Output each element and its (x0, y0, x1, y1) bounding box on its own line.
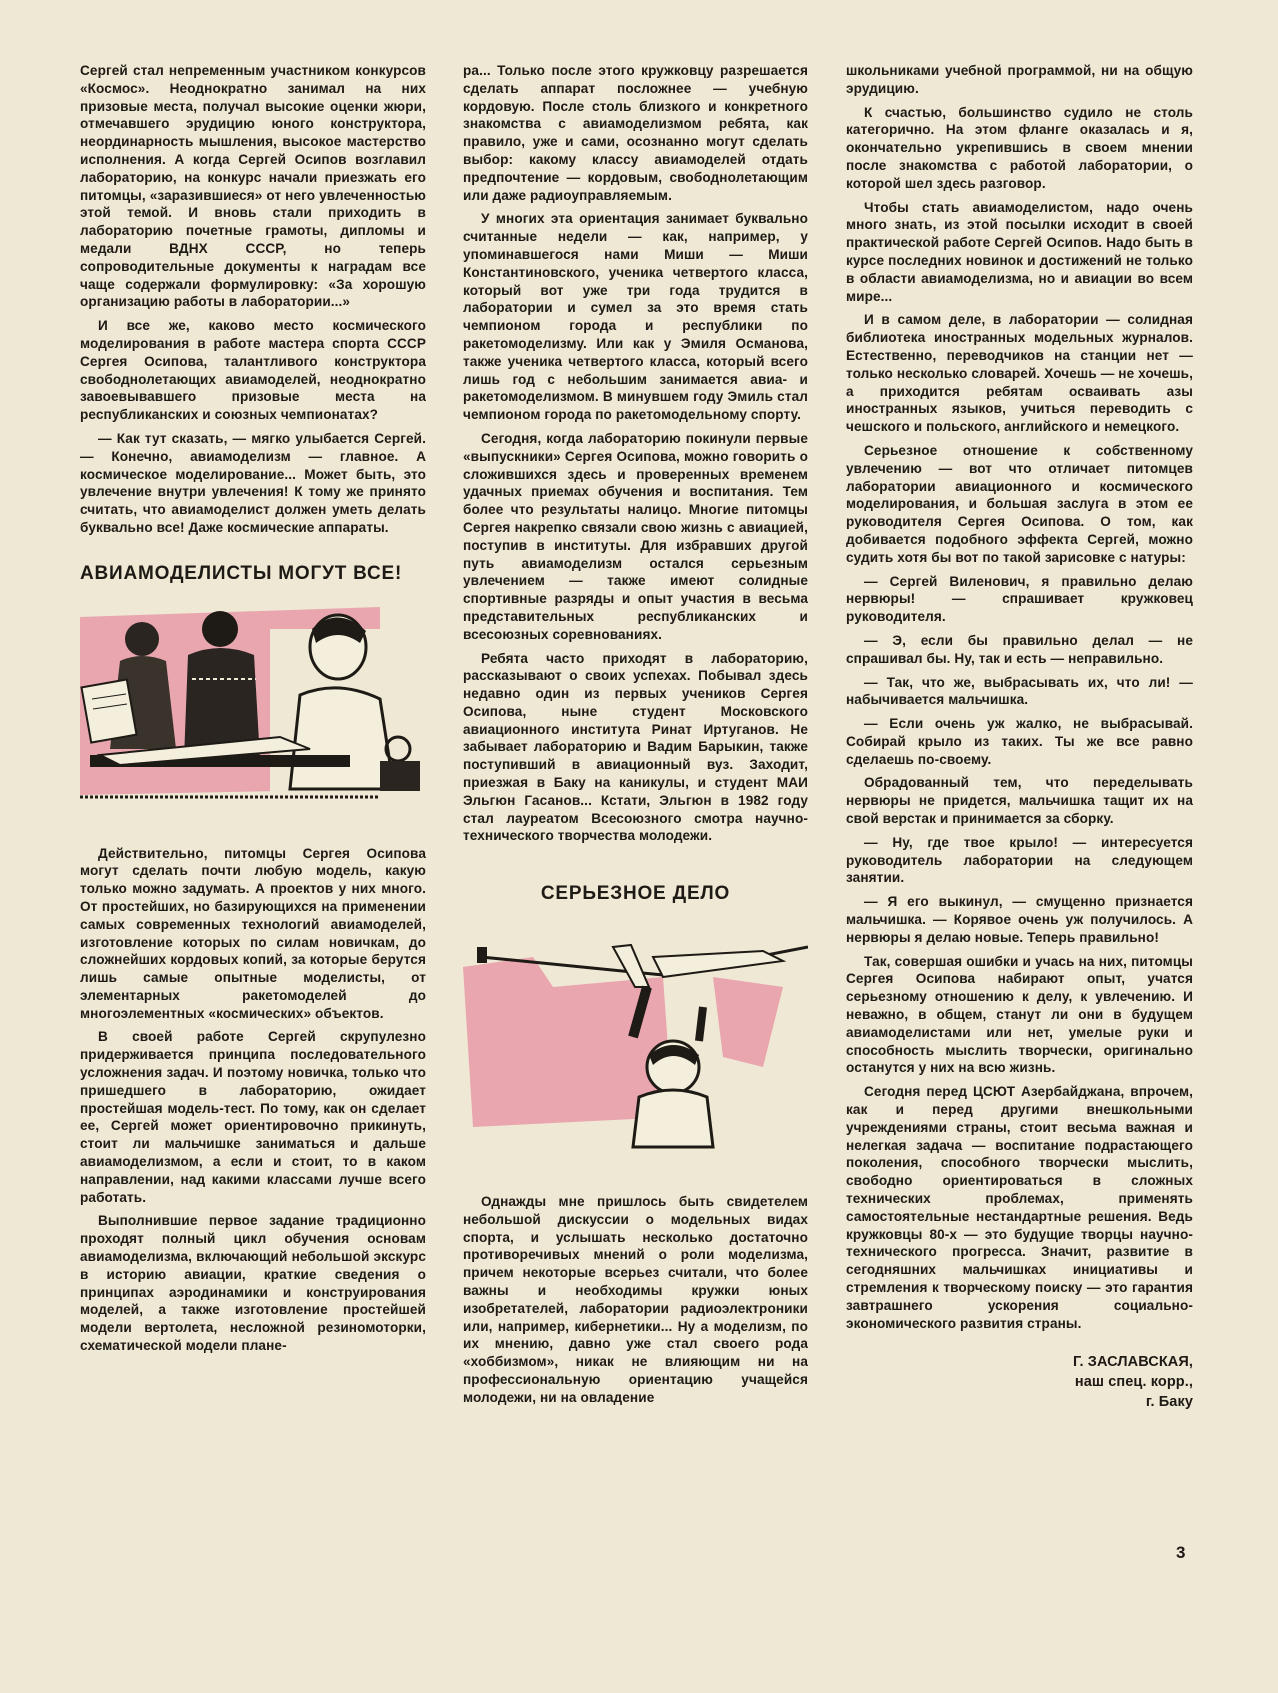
author-name: Г. ЗАСЛАВСКАЯ, (1073, 1354, 1193, 1371)
paragraph: Выполнившие первое задание традиционно проходят полный цикл обучения основам авиамоделизма, включающий небольшой экскурс в историю авиации, краткие сведения о принципах аэродинамики и конструирования моделей, а также изготовление простейшей модели вертолета, несложной резиномоторки, схематической модели плане- (80, 1213, 426, 1354)
page-number: 3 (1176, 1543, 1186, 1562)
paragraph: И в самом деле, в лаборатории — солидная библиотека иностранных модельных журналов. Естественно, переводчиков на станции нет — только несколько словарей. Хочешь — не хочешь, а приходится ребятам осваивать азы иностранных языков, учиться переводить с чешского и польского, английского и немецкого. (846, 312, 1193, 435)
author-signature (846, 1352, 1193, 1412)
paragraph: Действительно, питомцы Сергея Осипова могут сделать почти любую модель, какую только можно задумать. А проектов у них много. От простейших, но базирующихся на применении самых современных технологий авиамоделей, изготовление которых по силам новичкам, до сложнейших кордовых копий, за которые берутся лишь самые опытные моделисты, от элементарных ракетомоделей до многоэлементных «космических» объектов. (80, 845, 426, 1021)
paragraph: Ребята часто приходят в лабораторию, рассказывают о своих успехах. Побывал здесь недавно один из первых учеников Сергея Осипова, ныне студент Московского авиационного института Ринат Иртуганов. Не забывает лабораторию и Вадим Барыкин, также поступивший в авиационный вуз. Заходит, приезжая в Баку на каникулы, и студент МАИ Эльгюн Гасанов... Кстати, Эльгюн в 1982 году стал лауреатом Всесоюзного смотра научно-технического творчества молодежи. (463, 650, 808, 844)
paragraph: Сегодня, когда лабораторию покинули первые «выпускники» Сергея Осипова, можно говорить о сложившихся здесь и проверенных временем удачных приемах обучения и воспитания. Тем более что результаты налицо. Многие питомцы Сергея накрепко связали свою жизнь с авиацией, поступив в институты. Для избравших другой путь авиамоделизм остался серьезным увлечением — также имеют солидные спортивные разряды и опыт участия в весьма представительных республиканских и всесоюзных соревнованиях. (463, 430, 808, 642)
paragraph: Сегодня перед ЦСЮТ Азербайджана, впрочем, как и перед другими внешкольными учреждениями страны, стоит весьма важная и нелегкая задача — воспитание подрастающего поколения, способного творчески мыслить, свободно ориентироваться в сложных технических проблемах, применять самостоятельные нестандартные решения. Ведь кружковцы 80-х — это будущие творцы научно-технического прогресса. Значит, развитие в сегодняшних мальчишках инициативы и стремления к творческому поиску — это гарантия завтрашнего ускорения социально-экономического развития страны. (846, 1084, 1193, 1331)
paragraph: У многих эта ориентация занимает буквально считанные недели — как, например, у упоминавшегося нами Миши — Миши Константиновского, ученика четвертого класса, который вот уже три года трудится в лаборатории и сумел за это время стать чемпионом города и республики по ракетомоделизму. Или как у Эмиля Османова, также ученика четвертого класса, который всего лишь год с небольшим занимается авиа- и ракетомоделизмом. В минувшем году Эмиль стал чемпионом города по ракетомодельному спорту. (463, 211, 808, 423)
dialogue-line: — Ну, где твое крыло! — интересуется руководитель лаборатории на следующем занятии. (846, 834, 1193, 886)
paragraph: Обрадованный тем, что переделывать нервюры не придется, мальчишка тащит их на свой верстак и принимается за сборку. (846, 775, 1193, 827)
section-heading: АВИАМОДЕЛИСТЫ МОГУТ ВСЕ! (80, 562, 403, 584)
paragraph: школьниками учебной программой, ни на общую эрудицию. (846, 63, 1193, 96)
paragraph: Так, совершая ошибки и учась на них, питомцы Сергея Осипова набирают опыт, учатся серьезному отношению к делу, к увлечению. И неважно, в общем, станут ли они в будущем авиамоделистами или нет, умелые руки и способность мыслить творчески, оригинально останутся у них на всю жизнь. (846, 953, 1193, 1076)
dialogue-line: — Сергей Виленович, я правильно делаю нервюры! — спрашивает кружковец руководителя. (846, 573, 1193, 625)
column-3 (846, 62, 1193, 1412)
author-city: г. Баку (1145, 1394, 1193, 1411)
paragraph: Чтобы стать авиамоделистом, надо очень много знать, из этой посылки исходит в своей практической работе Сергей Осипов. Надо быть в курсе последних новинок и достижений не только в области авиамоделизма, но и авиации во всем мире... (846, 199, 1193, 304)
paragraph: Серьезное отношение к собственному увлечению — вот что отличает питомцев лаборатории авиационного и космического моделирования, и большая заслуга в этом ее руководителя Сергея Осипова. О том, как добивается подобного эффекта Сергей, можно судить хотя бы вот по такой зарисовке с натуры: (846, 442, 1193, 565)
paragraph: ра... Только после этого кружковцу разрешается сделать аппарат посложнее — учебную кордовую. После столь близкого и конкретного знакомства с авиамоделизмом ребята, как правило, уже и сами, осознанно могут сделать выбор: какому классу авиамоделей отдать предпочтение — кордовым, свободнолетающим или даже радиоуправляемым. (463, 63, 808, 203)
dialogue-line: — Я его выкинул, — смущенно признается мальчишка. — Корявое очень уж получилось. А нервюры я делаю новые. Теперь правильно! (846, 894, 1193, 945)
section-heading: СЕРЬЕЗНОЕ ДЕЛО (540, 883, 731, 905)
illustration-boys-workshop (80, 599, 426, 809)
column-1 (80, 62, 426, 1361)
paragraph: Сергей стал непременным участником конкурсов «Космос». Неоднократно занимал на них призовые места, получал высокие оценки жюри, отмечавшего эрудицию юного конструктора, неординарность мышления, высокое мастерство исполнения. А когда Сергей Осипов возглавил лабораторию, на конкурс начали приезжать его питомцы, «заразившиеся» от него увлеченностью этой темой. И вновь стали приходить в лабораторию почетные грамоты, дипломы и медали ВДНХ СССР, но теперь сопроводительные документы к наградам все чаще содержали формулировку: «За хорошую организацию работы в лаборатории...» (80, 63, 426, 310)
author-role: наш спец. корр., (1074, 1374, 1193, 1391)
paragraph: И все же, каково место космического моделирования в работе мастера спорта СССР Сергея Осипова, талантливого конструктора свободнолетающих авиамоделей, неоднократно завоевывавшего призовые места на республиканских и союзных чемпионатах? (80, 318, 426, 423)
dialogue-line: — Э, если бы правильно делал — не спрашивал бы. Ну, так и есть — неправильно. (846, 632, 1193, 666)
paragraph: Однажды мне пришлось быть свидетелем небольшой дискуссии о модельных видах спорта, и услышать несколько достаточно противоречивых мнений о роли моделизма, причем некоторые всерьез считали, что более важны и необходимы кружки юных изобретателей, лаборатории радиоэлектроники или, например, кибернетики... Ну а моделизм, по их мнению, давно уже стал своего рода «хоббизмом», никак не влияющим ни на профессиональную ориентацию учащейся молодежи, ни на овладение (463, 1194, 808, 1405)
paragraph: В своей работе Сергей скрупулезно придерживается принципа последовательного усложнения задач. И поэтому новичка, только что пришедшего в лабораторию, ожидает простейшая модель-тест. По тому, как он сделает ее, Сергей может ориентировочно прикинуть, стоит ли мальчишке заниматься и дальше авиамоделизмом, а если и стоит, то в каком направлении, над какими классами лучше всего работать. (80, 1029, 426, 1205)
paragraph: К счастью, большинство судило не столь категорично. На этом фланге оказалась и я, окончательно укрепившись в своем мнении после знакомства с работой лаборатории, о которой шел здесь разговор. (846, 104, 1193, 191)
column-2 (463, 62, 808, 1413)
dialogue-line: — Так, что же, выбрасывать их, что ли! — набычивается мальчишка. (846, 674, 1193, 708)
dialogue-line: — Если очень уж жалко, не выбрасывай. Собирай крыло из таких. Ты же все равно сделаешь по-своему. (846, 716, 1193, 767)
illustration-boy-launching-glider (463, 917, 808, 1157)
paragraph: — Как тут сказать, — мягко улыбается Сергей. — Конечно, авиамоделизм — главное. А космическое моделирование... Может быть, это увлечение внутри увлечения! К тому же принято считать, что авиамоделист должен уметь делать буквально все! Даже космические аппараты. (80, 430, 426, 535)
